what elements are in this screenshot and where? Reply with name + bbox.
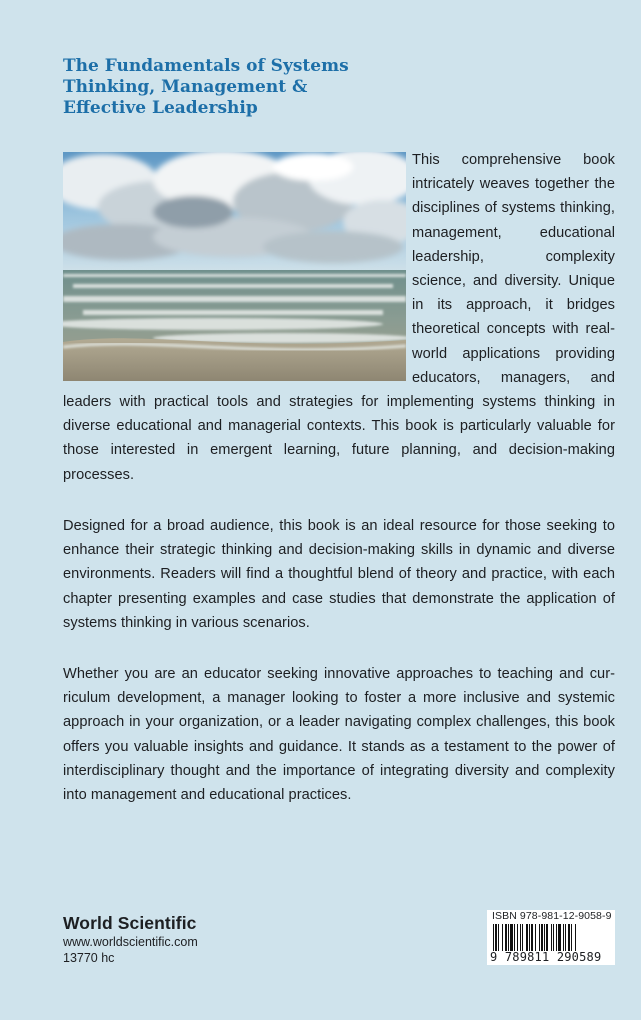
description-paragraph-1	[63, 148, 615, 487]
barcode-bars	[493, 924, 609, 951]
book-title	[63, 56, 443, 119]
publisher-block	[63, 912, 198, 966]
isbn-text: ISBN 978-981-12-9058-9	[492, 910, 612, 922]
paragraph-1-text: This comprehensive book intricately weaves together the disciplines of systems thinking, management, educational leadership, complexity science, and diversity. Unique in its approach, it bridges theoretical concepts with real-world applications providing educators, managers, and leaders with practical tools and strategies for implementing systems thinking in diverse educational and managerial contexts. This book is particularly valuable for those interested in emergent learning, future planning, and decision-making processes.	[63, 152, 615, 483]
title-line: Effective Leadership	[63, 98, 258, 118]
publisher-url: www.worldscientific.com	[63, 935, 198, 949]
description-paragraph-3: Whether you are an educator seeking innovative approaches to teaching and curriculum development, a manager looking to foster a more inclusive and systemic approach in your organization, or a leader navigating complex challenges, this book offers you valuable insights and guidance. It stands as a testament to the power of interdisciplinary thought and the importance of integrating diversity and complexity into management and educational practices.	[63, 666, 615, 804]
description-paragraph-2: Designed for a broad audience, this book is an ideal resource for those seeking to enhance their strategic thinking and decision-making skills in dynamic and diverse environments. Readers will find a thoughtful blend of theory and practice, with each chapter presenting examples and case studies that demonstrate the application of systems thinking in various scenarios.	[63, 518, 615, 631]
title-line: Thinking, Management &	[63, 77, 308, 97]
image-wrap-spacer	[63, 152, 412, 383]
title-line: The Fundamentals of Systems	[63, 56, 349, 76]
barcode	[487, 910, 615, 965]
product-code: 13770 hc	[63, 951, 115, 965]
barcode-digits: 9 789811 290589	[490, 950, 602, 964]
publisher-name: World Scientific	[63, 913, 197, 933]
